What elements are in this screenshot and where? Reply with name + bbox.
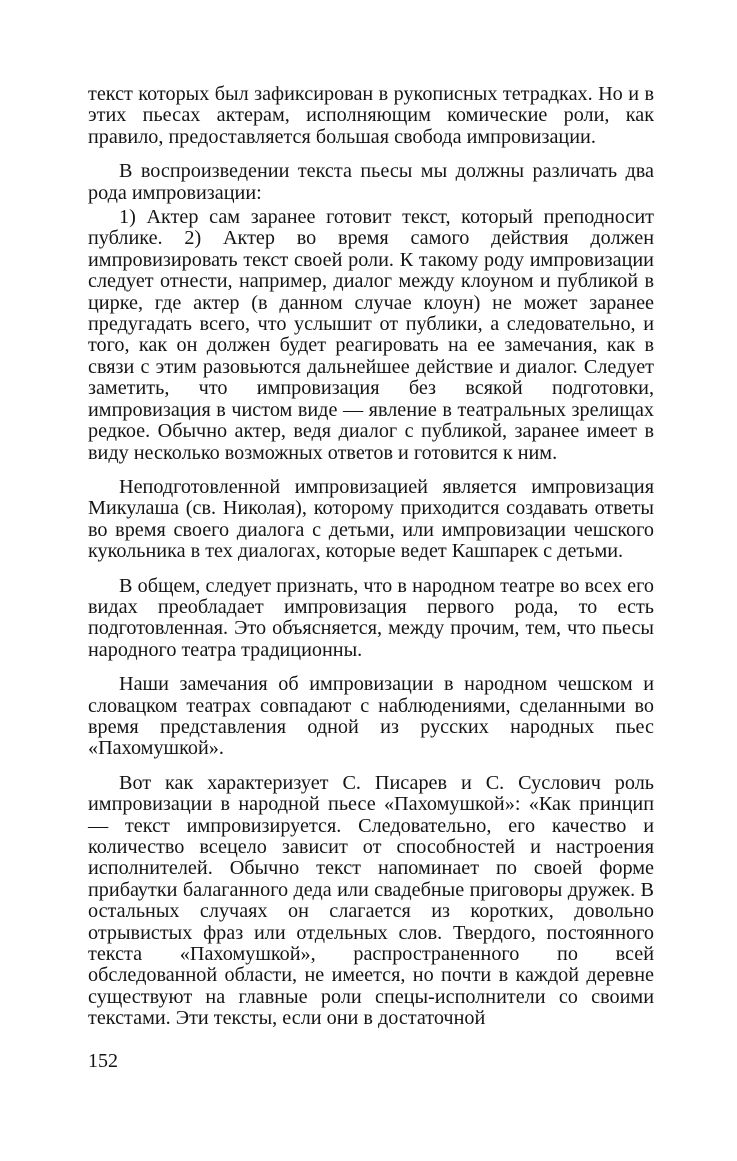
paragraph-1: текст которых был зафиксирован в рукописных тетрадках. Но и в этих пьесах актерам, исполняющим комические роли, как правило, предоставляется большая свобода импровизации. — [88, 83, 654, 148]
paragraph-5: В общем, следует признать, что в народном театре во всех его видах преобладает импровизация первого рода, то есть подготовленная. Это объясняется, между прочим, тем, что пьесы народного театра традиционны. — [88, 574, 654, 661]
paragraph-7: Вот как характеризует С. Писарев и С. Суслович роль импровизации в народной пьесе «Пахомушкой»: «Как принцип — текст импровизируется. Следовательно, его качество и количество всецело зависит от способностей и настроения исполнителей. Обычно текст напоминает по своей форме прибаутки балаганного деда или свадебные приговоры дружек. В остальных случаях он слагается из коротких, довольно отрывистых фраз или отдельных слов. Твердого, постоянного текста «Пахомушкой», распространенного по всей обследованной области, не имеется, но почти в каждой деревне существуют на главные роли спецы-исполнители со своими текстами. Эти тексты, если они в достаточной — [88, 771, 654, 1030]
page-body — [88, 84, 654, 1043]
paragraph-3: 1) Актер сам заранее готовит текст, который преподносит публике. 2) Актер во время самого действия должен импровизировать текст своей роли. К такому роду импровизации следует отнести, например, диалог между клоуном и публикой в цирке, где актер (в данном случае клоун) не может заранее предугадать всего, что услышит от публики, а следовательно, и того, как он должен будет реагировать на ее замечания, как в связи с этим разовьются дальнейшее действие и диалог. Следует заметить, что импровизация без всякой подготовки, импровизация в чистом виде — явление в театральных зрелищах редкое. Обычно актер, ведя диалог с публикой, заранее имеет в виду несколько возможных ответов и готовится к ним. — [88, 206, 654, 464]
page-number: 152 — [88, 1050, 118, 1072]
paragraph-4: Неподготовленной импровизацией является импровизация Микулаша (св. Николая), которому приходится создавать ответы во время своего диалога с детьми, или импровизации чешского кукольника в тех диалогах, которые ведет Кашпарек с детьми. — [88, 475, 654, 563]
paragraph-2: В воспроизведении текста пьесы мы должны различать два рода импровизации: — [88, 160, 654, 204]
paragraph-6: Наши замечания об импровизации в народном чешском и словацком театрах совпадают с наблюдениями, сделанными во время представления одной из русских народных пьес «Пахомушкой». — [88, 673, 654, 760]
